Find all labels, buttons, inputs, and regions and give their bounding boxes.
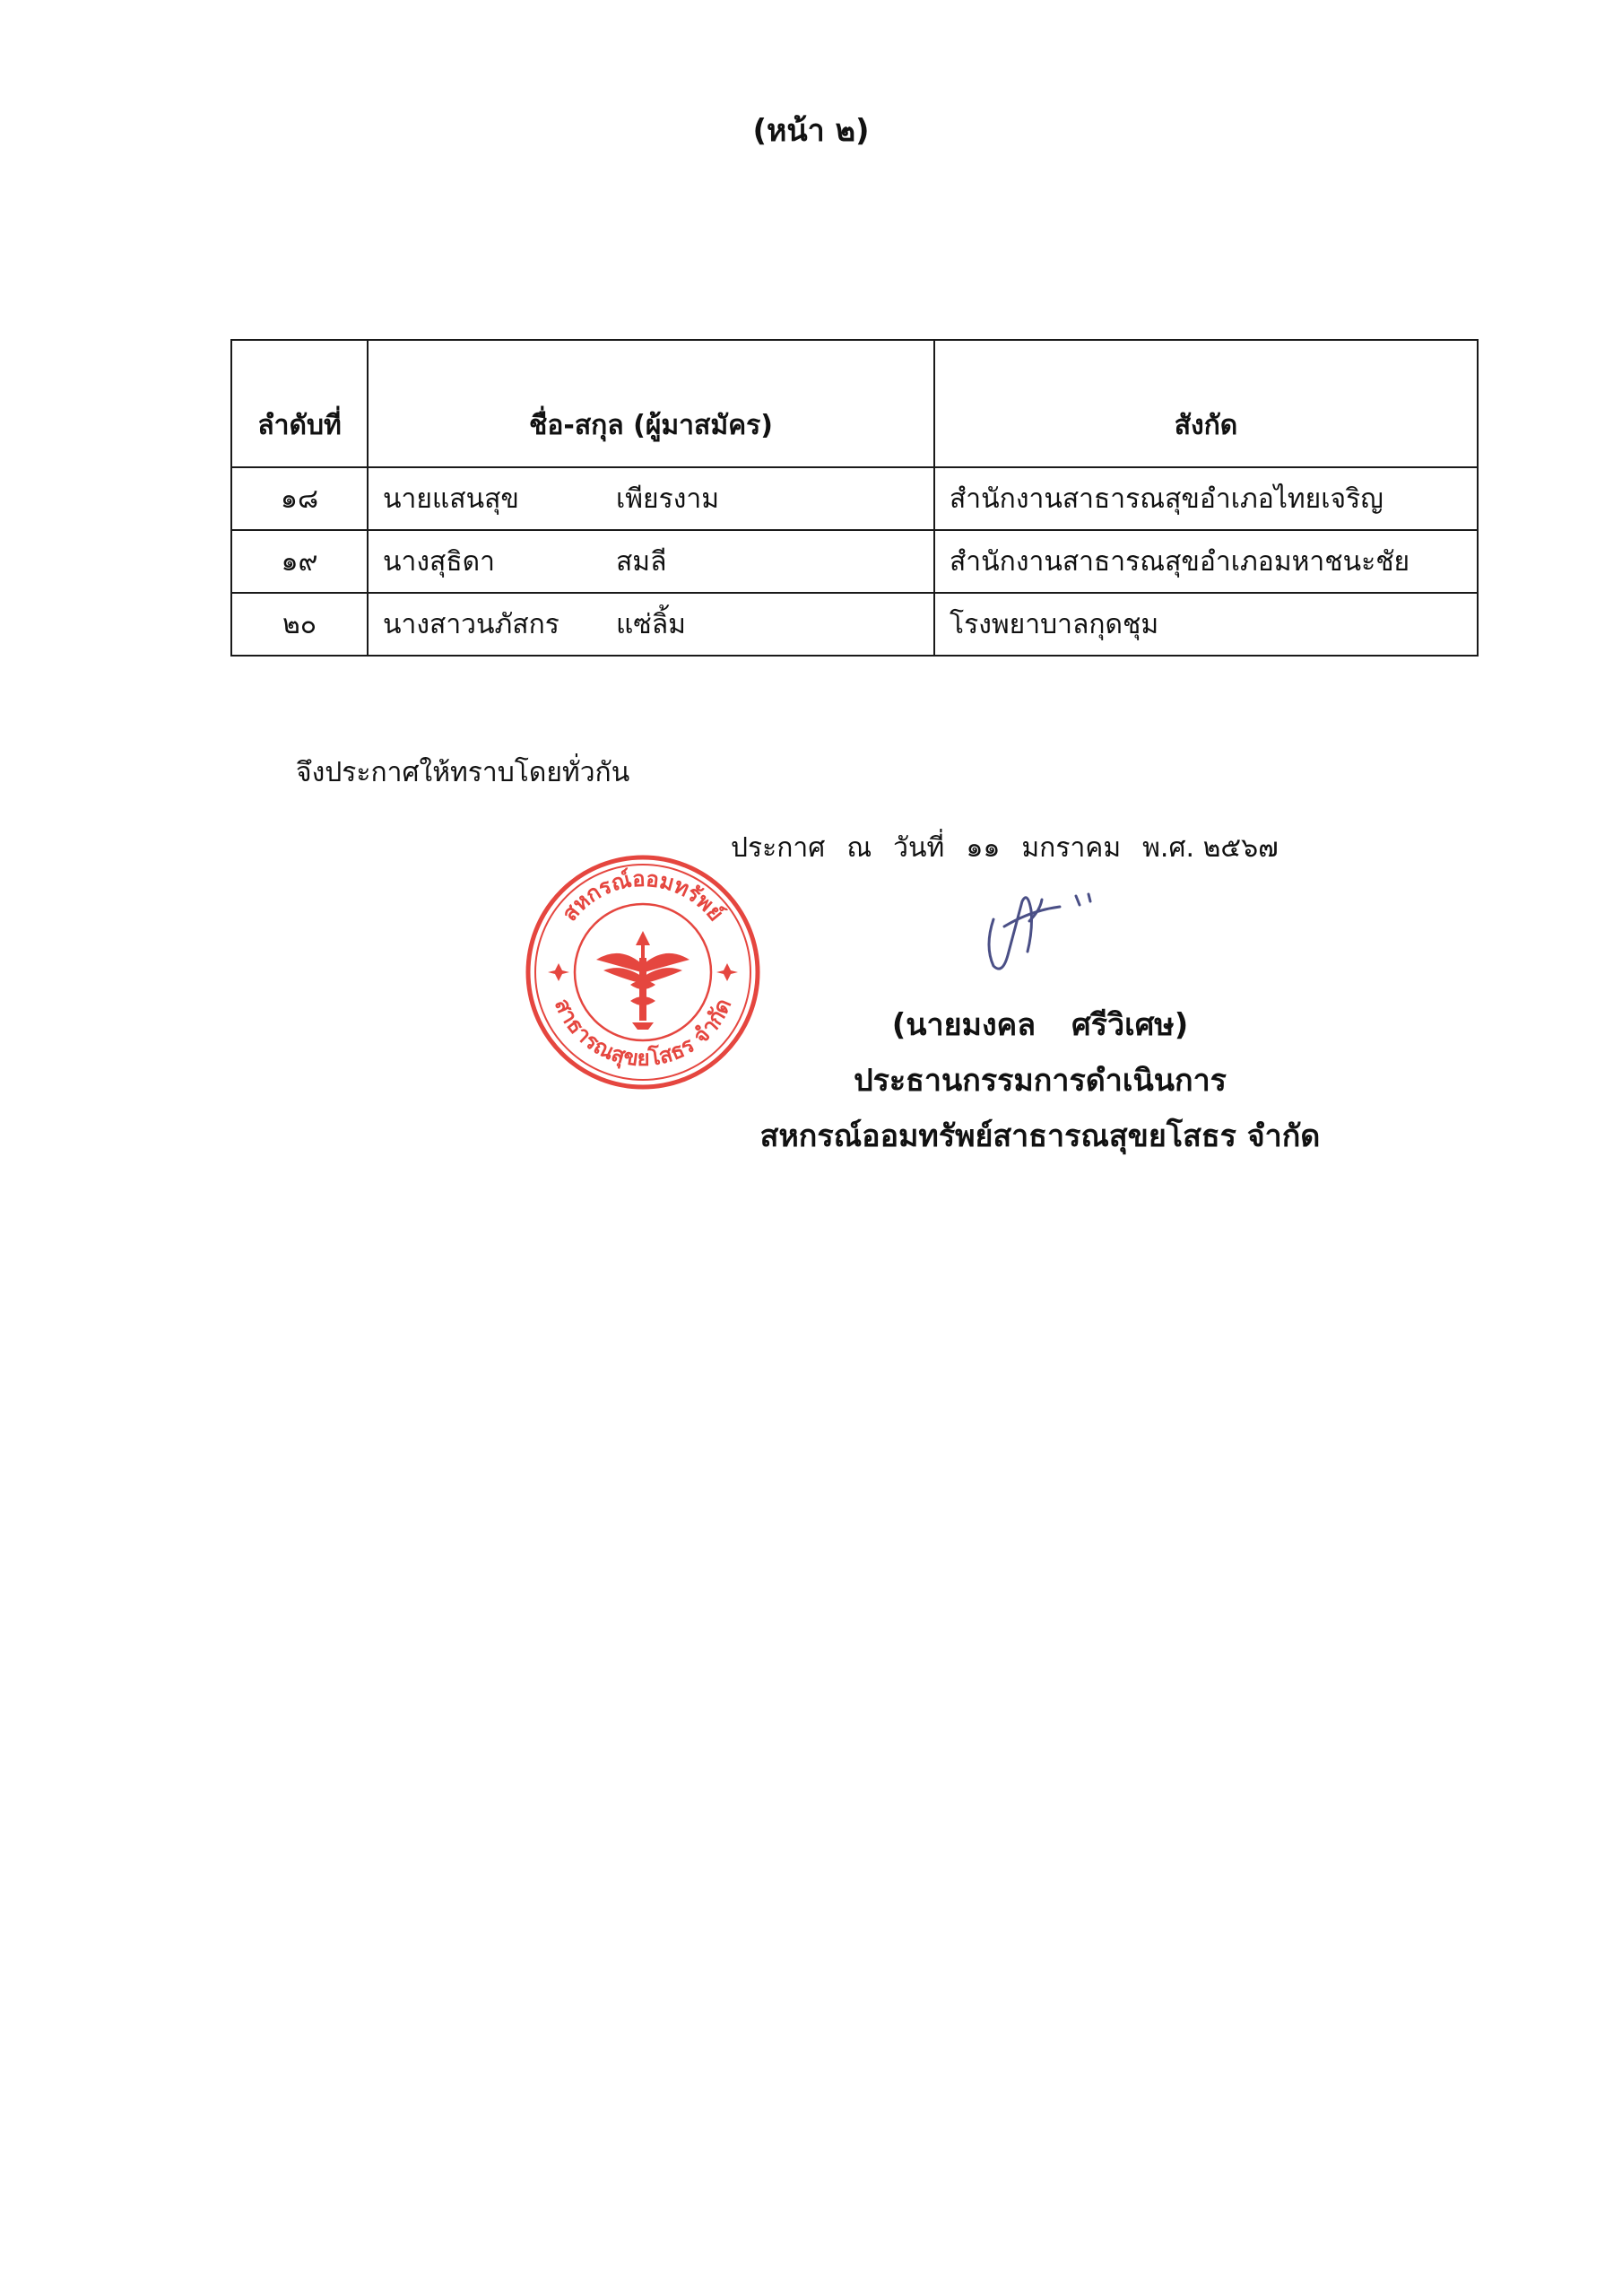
table-row: [231, 467, 1478, 530]
first-name: นางสาวนภัสกร: [383, 608, 559, 640]
date-era: พ.ศ.: [1142, 832, 1195, 864]
row-unit: โรงพยาบาลกุดชุม: [934, 593, 1478, 656]
column-header-number: ลำดับที่: [231, 340, 368, 467]
date-day-label: วันที่: [893, 832, 945, 864]
row-name: [368, 593, 934, 656]
signer-title: ประธานกรรมการดำเนินการ: [854, 1063, 1227, 1099]
date-month: มกราคม: [1021, 832, 1122, 864]
date-at: ณ: [846, 832, 872, 864]
table-row: [231, 593, 1478, 656]
seal-bottom-text: สาธารณสุขยโสธร จำกัด: [549, 995, 737, 1072]
seal-top-text: สหกรณ์ออมทรัพย์: [557, 865, 729, 926]
date-year-value: ๒๕๖๗: [1202, 832, 1279, 864]
row-number: ๒๐: [231, 593, 368, 656]
applicant-table: [230, 339, 1479, 657]
date-day: ๑๑: [966, 832, 1001, 864]
date-year: [1142, 827, 1279, 869]
row-number: ๑๙: [231, 530, 368, 593]
signatory-block: [744, 997, 1336, 1164]
signer-last-name: ศรีวิเศษ): [1071, 1007, 1189, 1043]
column-header-unit: สังกัด: [934, 340, 1478, 467]
garuda-emblem: [596, 931, 690, 1030]
date-prefix: ประกาศ: [731, 832, 826, 864]
row-unit: สำนักงานสาธารณสุขอำเภอมหาชนะชัย: [934, 530, 1478, 593]
signer-name: [744, 997, 1336, 1053]
row-number: ๑๘: [231, 467, 368, 530]
page-number: (หน้า ๒): [752, 113, 870, 149]
row-unit: สำนักงานสาธารณสุขอำเภอไทยเจริญ: [934, 467, 1478, 530]
row-name: [368, 530, 934, 593]
announcement-date: [731, 827, 1279, 869]
closing-statement: จึงประกาศให้ทราบโดยทั่วกัน: [296, 757, 630, 788]
row-name: [368, 467, 934, 530]
last-name: แซ่ลิ้ม: [616, 608, 686, 640]
column-header-name: ชื่อ-สกุล (ผู้มาสมัคร): [368, 340, 934, 467]
last-name: สมลี: [616, 545, 667, 578]
first-name: นายแสนสุข: [383, 483, 519, 515]
cooperative-seal: [523, 852, 763, 1092]
handwritten-signature: [977, 883, 1103, 982]
signer-organization: สหกรณ์ออมทรัพย์สาธารณสุขยโสธร จำกัด: [759, 1118, 1321, 1154]
last-name: เพียรงาม: [616, 483, 719, 515]
signer-first-name: (นายมงคล: [891, 1007, 1037, 1043]
table-header-row: [231, 340, 1478, 467]
table-row: [231, 530, 1478, 593]
first-name: นางสุธิดา: [383, 545, 495, 578]
